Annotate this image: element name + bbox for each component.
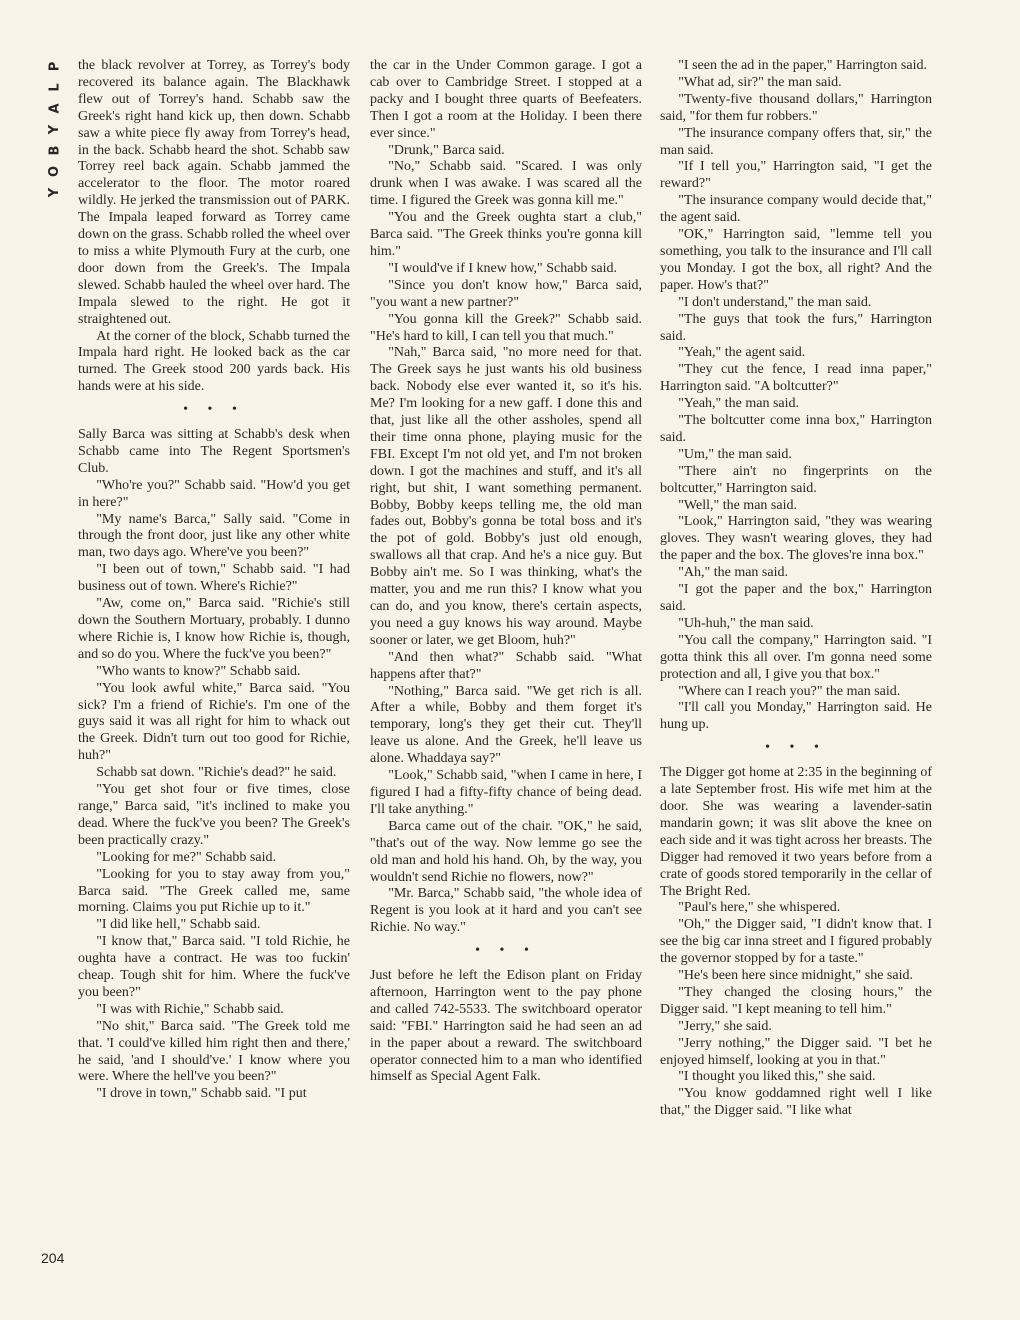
paragraph: Barca came out of the chair. "OK," he said, "that's out of the way. Now lemme go see the old man and hold his hand. Oh, by the way, you wouldn't send Richie no flowers, now?"	[370, 818, 642, 885]
paragraph: "I thought you liked this," she said.	[678, 1069, 876, 1085]
paragraph: "Yeah," the agent said.	[678, 345, 806, 361]
magazine-name-tab	[40, 56, 70, 203]
paragraph: "Jerry," she said.	[678, 1018, 772, 1034]
paragraph: Schabb sat down. "Richie's dead?" he said.	[96, 765, 337, 781]
paragraph: "Nah," Barca said, "no more need for that. The Greek says he just wants his old business back. Nobody else ever wanted it, so it's his. Me? I'm looking for a new gaff. I done this and that, just like all the other assholes, spend all their time onna phone, playing music for the FBI. Except I'm not old yet, and I'm not broken down. I got the machines and stuff, and it's all right, but shit, I want something permanent. Bobby, Bobby keeps telling me, the old man fades out, Bobby's gonna be total boss and it's the pot of gold. Bobby's just old enough, swallows all that crap. And he's a nice guy. But Bobby ain't me. So I was thinking, what's the matter, you and me run this? I know what you can do, and you know, there's certain aspects, you need a guy knows his way around. Maybe sooner or later, we get Bloom, huh?"	[370, 345, 642, 648]
paragraph: "If I tell you," Harrington said, "I get the reward?"	[660, 159, 932, 192]
paragraph: "Drunk," Barca said.	[388, 142, 505, 158]
paragraph: "The boltcutter come inna box," Harrington said.	[660, 413, 932, 445]
paragraph: the car in the Under Common garage. I got a cab over to Cambridge Street. I stopped at a packy and I bought three quarts of Beefeaters. Then I got a room at the Holiday. I been there ever since."	[370, 58, 642, 141]
paragraph: "Look," Schabb said, "when I came in here, I figured I had a fifty-fifty chance of being dead. I'll take anything."	[370, 768, 642, 817]
paragraph: "And then what?" Schabb said. "What happens after that?"	[370, 649, 642, 682]
paragraph: "Who're you?" Schabb said. "How'd you get in here?"	[78, 477, 350, 510]
text-column-1	[78, 58, 350, 1103]
paragraph: "OK," Harrington said, "lemme tell you something, you talk to the insurance and I'll call you Monday. I got the box, all right? And the paper. How's that?"	[660, 227, 932, 293]
magazine-name-letter: O	[47, 165, 63, 178]
paragraph: "You gonna kill the Greek?" Schabb said. "He's hard to kill, I can tell you that much."	[370, 311, 642, 344]
paragraph: "You look awful white," Barca said. "You sick? I'm a friend of Richie's. I'm one of the guys said it was all right for him to whack out the Greek. Didn't turn out too good for Richie, huh?"	[78, 680, 350, 764]
paragraph: "Oh," the Digger said, "I didn't know that. I see the big car inna street and I figured probably the governor stopped by for a taste."	[660, 917, 932, 967]
paragraph: Just before he left the Edison plant on Friday afternoon, Harrington went to the pay phone and called 742-5533. The switchboard operator said: "FBI." Harrington said he had seen an ad in the paper about a reward. The switchboard operator connected him to a man who identified himself as Special Agent Falk.	[370, 968, 642, 1085]
magazine-name-letter: L	[47, 83, 63, 92]
section-break: • • •	[475, 943, 537, 959]
paragraph: "You call the company," Harrington said. "I gotta think this all over. I'm gonna need some protection and all, I give you that box."	[660, 632, 932, 682]
section-break: • • •	[183, 402, 245, 418]
paragraph: "You know goddamned right well I like that," the Digger said. "I like what	[660, 1086, 932, 1119]
paragraph: "What ad, sir?" the man said.	[678, 74, 842, 90]
paragraph: "Mr. Barca," Schabb said, "the whole idea of Regent is you look at it hard and you can't see Richie. No way."	[370, 886, 642, 936]
paragraph: "I seen the ad in the paper," Harrington said.	[678, 58, 927, 73]
paragraph: "Yeah," the man said.	[678, 396, 800, 412]
paragraph: "Since you don't know how," Barca said, "you want a new partner?"	[370, 277, 642, 310]
paragraph: "They changed the closing hours," the Digger said. "I kept meaning to tell him."	[660, 984, 932, 1017]
paragraph: "I would've if I knew how," Schabb said.	[388, 260, 618, 276]
paragraph: "Um," the man said.	[678, 446, 792, 462]
paragraph: "Aw, come on," Barca said. "Richie's still down the Southern Mortuary, probably. I dunno where Richie is, I know how Richie is, though, and so do you. Where the fuck've you been?"	[78, 596, 350, 662]
magazine-name-letter: P	[47, 61, 63, 72]
paragraph: "The insurance company offers that, sir," the man said.	[660, 125, 932, 158]
paragraph: "Jerry nothing," the Digger said. "I bet he enjoyed himself, looking at you in that."	[660, 1035, 932, 1068]
magazine-name-letter: Y	[47, 124, 63, 135]
text-column-2	[370, 58, 642, 1086]
paragraph: "Look," Harrington said, "they was wearing gloves. They wasn't wearing gloves, they had the paper and the box. The gloves're inna box."	[660, 514, 932, 564]
paragraph: "Twenty-five thousand dollars," Harrington said, "for them fur robbers."	[660, 91, 932, 124]
paragraph: "The guys that took the furs," Harrington said.	[660, 311, 932, 344]
paragraph: "Uh-huh," the man said.	[678, 615, 814, 631]
paragraph: "Ah," the man said.	[678, 565, 788, 581]
paragraph: "I drove in town," Schabb said. "I put	[96, 1086, 307, 1102]
paragraph: Sally Barca was sitting at Schabb's desk when Schabb came into The Regent Sportsmen's Club.	[78, 427, 350, 476]
magazine-name-letter: B	[47, 145, 63, 156]
paragraph: "Looking for me?" Schabb said.	[96, 849, 276, 865]
paragraph: "I don't understand," the man said.	[678, 294, 872, 310]
paragraph: "I been out of town," Schabb said. "I had business out of town. Where's Richie?"	[78, 562, 350, 595]
paragraph: "I know that," Barca said. "I told Richie, he oughta have a contract. He was too fuckin' cheap. Tough shit for him. Where the fuck've you been?"	[78, 934, 350, 1000]
section-break: • • •	[765, 740, 827, 756]
page-number: 204	[41, 1250, 65, 1266]
paragraph: "No," Schabb said. "Scared. I was only drunk when I was awake. I was scared all the time. I figured the Greek was gonna kill me."	[370, 159, 642, 209]
paragraph: "Where can I reach you?" the man said.	[678, 683, 901, 699]
paragraph: "I got the paper and the box," Harrington said.	[660, 582, 932, 614]
paragraph: "Looking for you to stay away from you," Barca said. "The Greek called me, same morning. Claims you put Richie up to it."	[78, 866, 350, 916]
paragraph: "They cut the fence, I read inna paper," Harrington said. "A boltcutter?"	[660, 362, 932, 395]
paragraph: "No shit," Barca said. "The Greek told me that. 'I could've killed him right then and there,' he said, 'and I should've.' I know where you were. Where the hell've you been?"	[78, 1018, 350, 1085]
paragraph: "Paul's here," she whispered.	[678, 900, 841, 916]
paragraph: "Well," the man said.	[678, 497, 797, 513]
paragraph: "The insurance company would decide that," the agent said.	[660, 193, 932, 226]
paragraph: "Who wants to know?" Schabb said.	[96, 663, 301, 679]
paragraph: "You and the Greek oughta start a club," Barca said. "The Greek thinks you're gonna kill him."	[370, 210, 642, 259]
paragraph: "He's been here since midnight," she said.	[678, 968, 913, 984]
paragraph: the black revolver at Torrey, as Torrey's body recovered its balance again. The Blackhawk flew out of Torrey's hand. Schabb saw the Greek's right hand kick up, then down. Schabb saw a white piece fly away from Torrey's head, in the back. Schabb heard the shot. Schabb saw Torrey reel back again. Schabb jammed the accelerator to the floor. The motor roared wildly. He jerked the transmission out of PARK. The Impala leaped forward as Torrey came down on the grass. Schabb rolled the wheel over to miss a white Plymouth Fury at the curb, one door down from the Greek's. The Impala slewed. Schabb hauled the wheel over hard. The Impala slewed to the right. He got it straightened out.	[78, 58, 350, 327]
paragraph: "My name's Barca," Sally said. "Come in through the front door, just like any other white man, two days ago. Where've you been?"	[78, 511, 350, 561]
paragraph: "There ain't no fingerprints on the boltcutter," Harrington said.	[660, 463, 932, 496]
paragraph: The Digger got home at 2:35 in the beginning of a late September frost. His wife met him at the door. She was wearing a lavender-satin mandarin gown; it was slit above the knee on each side and it was tight across her breasts. The Digger had removed it two years before from a crate of goods stored temporarily in the cellar of The Bright Red.	[660, 765, 932, 899]
magazine-name-letter: A	[47, 103, 63, 114]
paragraph: "You get shot four or five times, close range," Barca said, "it's inclined to make you dead. Where the fuck've you been? The Greek's been practically crazy."	[78, 782, 350, 848]
paragraph: At the corner of the block, Schabb turned the Impala hard right. He looked back as the car turned. The Greek stood 200 yards back. His hands were at his side.	[78, 328, 350, 395]
paragraph: "Nothing," Barca said. "We get rich is all. After a while, Bobby and them forget it's temporary, long's they get their cut. They'll leave us alone. And the Greek, he'll leave us alone. Whaddaya say?"	[370, 683, 642, 767]
text-column-3	[660, 58, 932, 1120]
paragraph: "I was with Richie," Schabb said.	[96, 1001, 284, 1017]
paragraph: "I'll call you Monday," Harrington said. He hung up.	[660, 700, 932, 733]
paragraph: "I did like hell," Schabb said.	[96, 917, 261, 933]
magazine-name-letter: Y	[47, 187, 63, 198]
